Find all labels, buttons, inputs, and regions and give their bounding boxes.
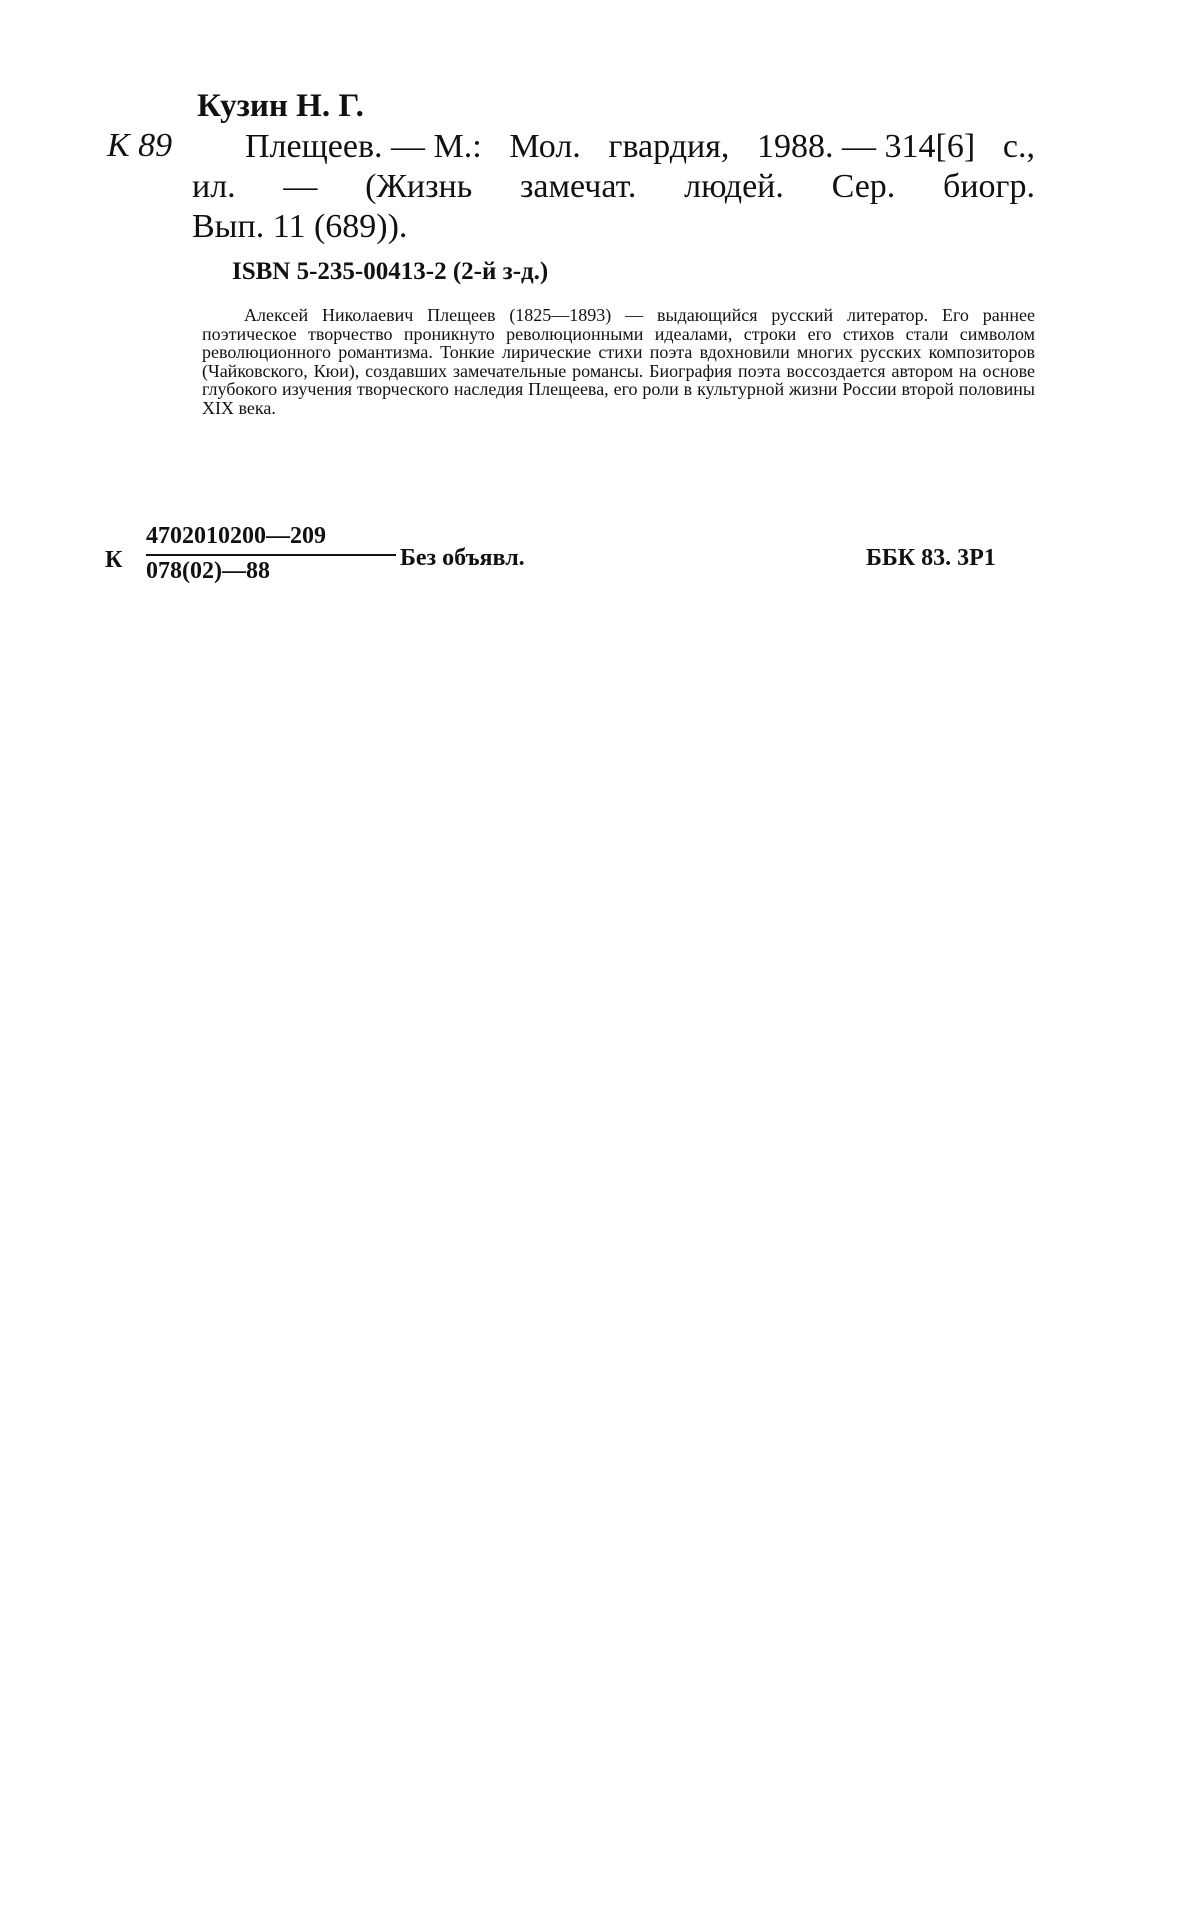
entry-word: с., (1002, 128, 1035, 165)
publication-code-fraction (146, 523, 396, 585)
entry-line (192, 207, 1035, 247)
annotation-paragraph: Алексей Николаевич Плещеев (1825—1893) — выдающийся русский литератор. Его раннее поэтическое творчество проникнуто революционными идеалами, строки его стихов стали символом революционного романтизма. Тонкие лирические стихи поэта вдохновили многих русских композиторов (Чайковского, Кюи), создавших замечательные романсы. Биография поэта воссоздается автором на основе глубокого изучения творческого наследия Плещеева, его роли в культурной жизни России второй половины XIX века. (202, 305, 1035, 418)
bbk-code: ББК 83. 3Р1 (866, 545, 996, 571)
author-heading: Кузин Н. Г. (197, 88, 364, 124)
code-numerator: 4702010200—209 (146, 523, 326, 549)
entry-line (192, 127, 1035, 167)
entry-word: — (283, 168, 318, 205)
entry-word: (Жизнь (365, 168, 473, 205)
entry-word: ил. (192, 168, 236, 205)
isbn-line: ISBN 5-235-00413-2 (2-й з-д.) (232, 258, 549, 285)
entry-word: замечат. (520, 168, 637, 205)
entry-word: людей. (684, 168, 784, 205)
call-number: К 89 (107, 127, 173, 164)
entry-word: Мол. (509, 128, 581, 165)
code-denominator: 078(02)—88 (146, 558, 270, 584)
entry-word: биогр. (943, 168, 1035, 205)
price-note: Без объявл. (400, 545, 525, 571)
entry-line (192, 167, 1035, 207)
entry-word: Сер. (831, 168, 896, 205)
bibliographic-entry (192, 127, 1035, 247)
entry-word: Плещеев. — М.: (245, 128, 482, 165)
entry-word: гвардия, (608, 128, 730, 165)
code-letter: К (105, 547, 123, 573)
fraction-bar (146, 554, 396, 556)
entry-word: Вып. 11 (689)). (192, 208, 408, 245)
entry-word: 1988. — 314[6] (757, 128, 976, 165)
